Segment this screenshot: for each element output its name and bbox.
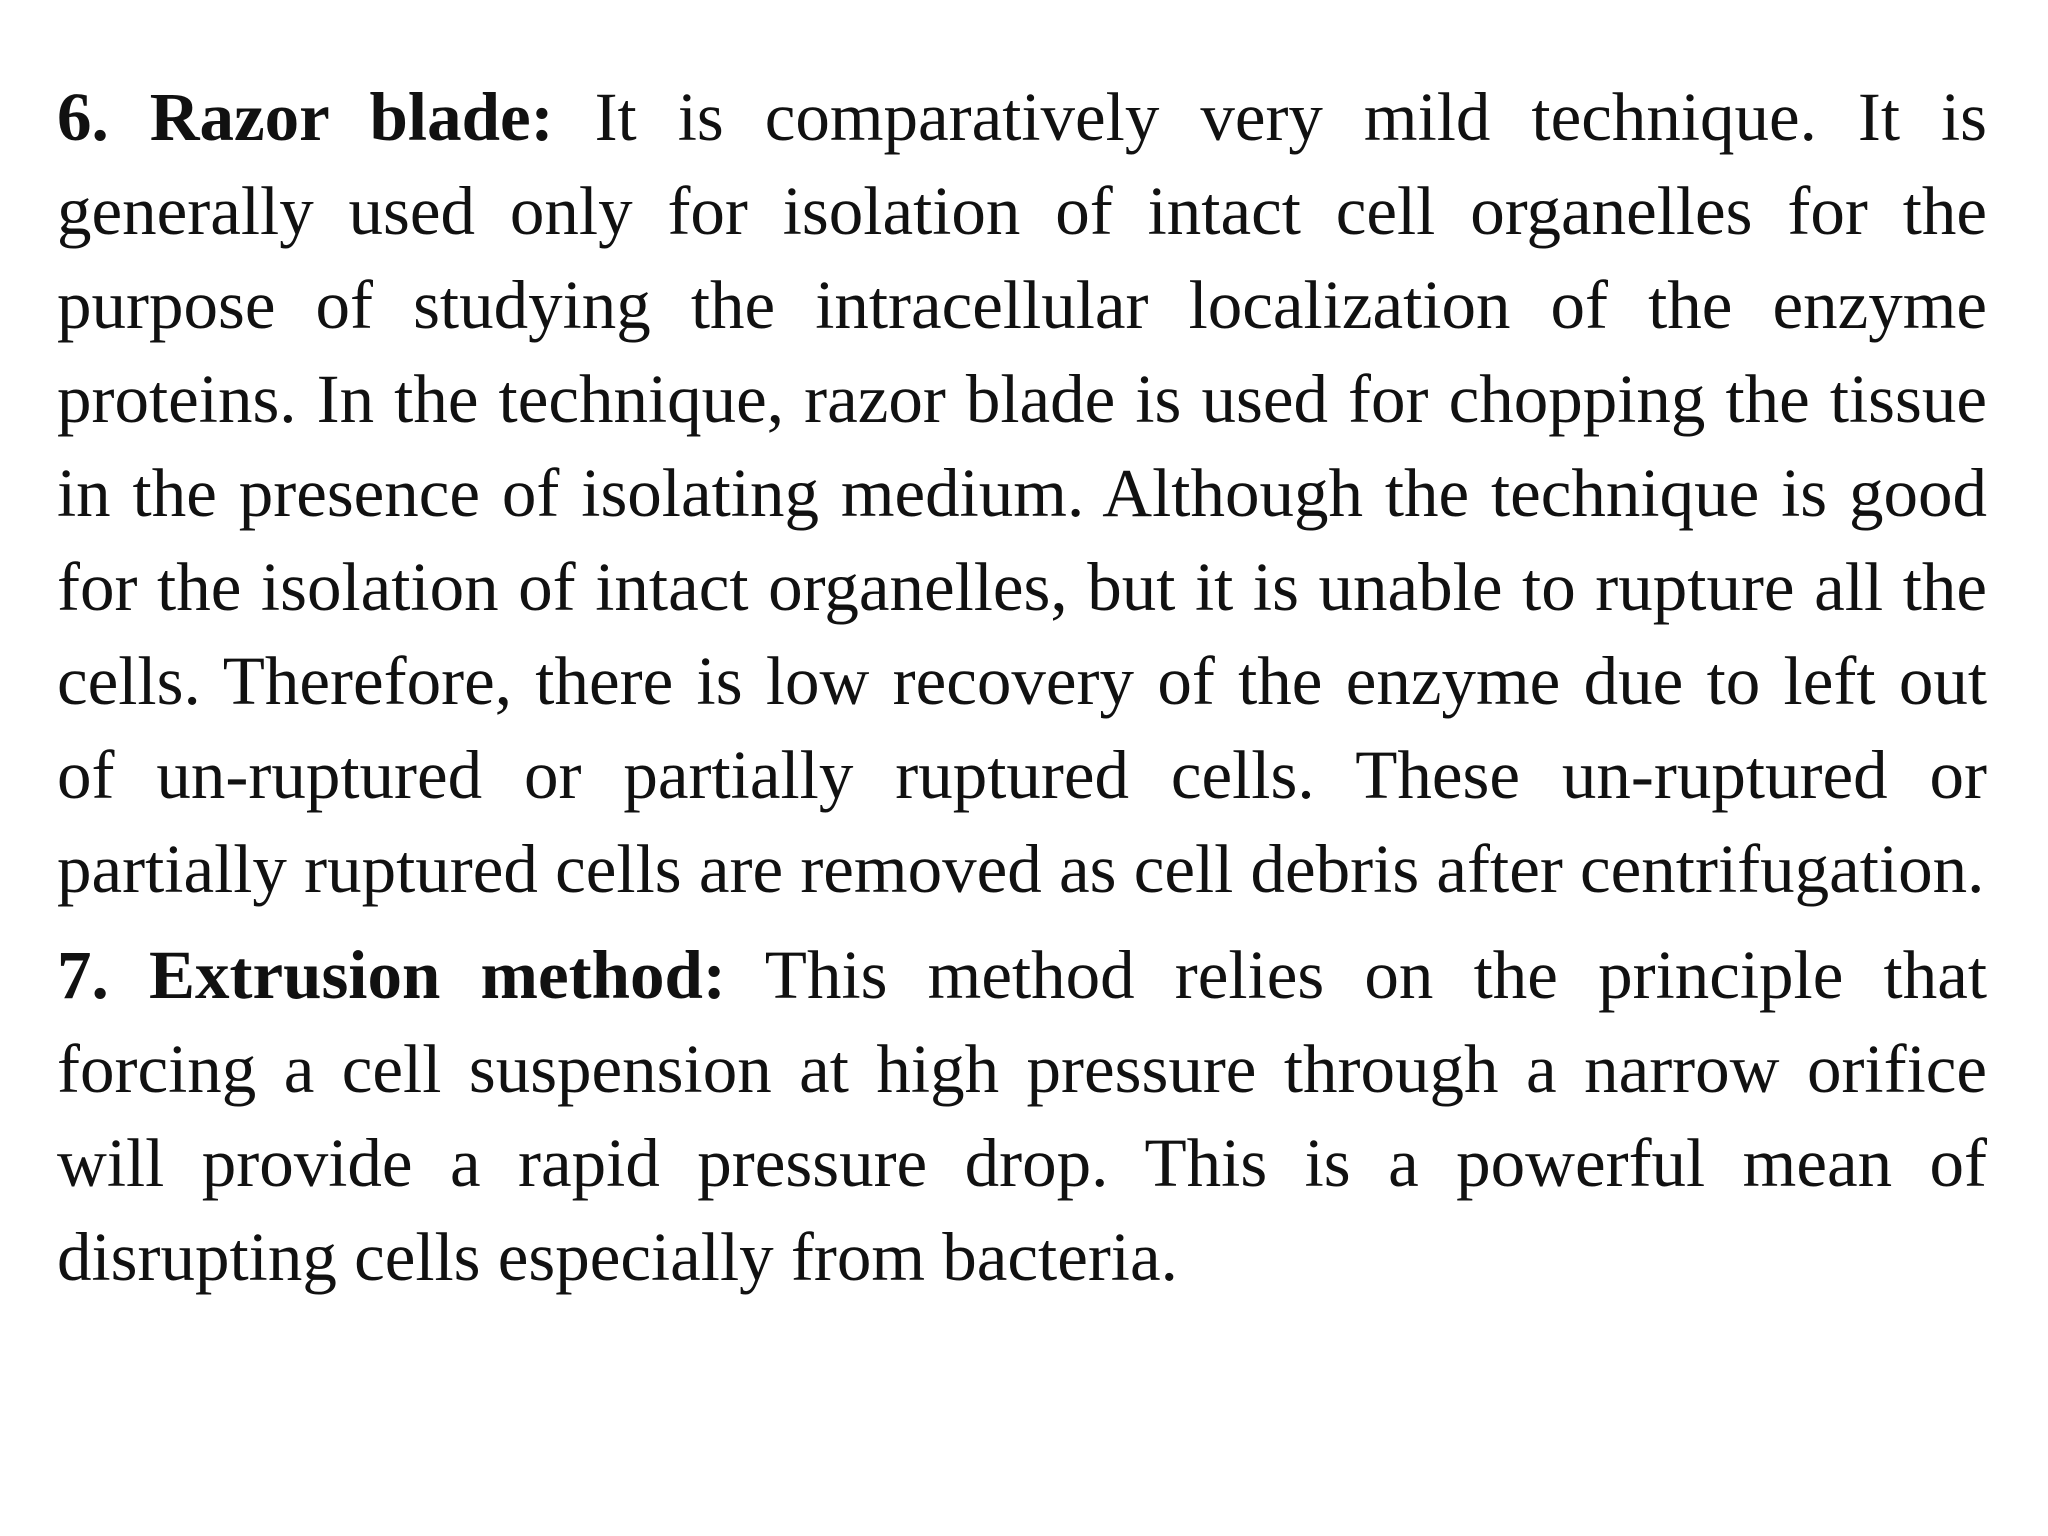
section-heading: 6. Razor blade: bbox=[57, 79, 554, 155]
section-body: This method relies on the principle that forcing a cell suspension at high pressure through a narrow orifice will provide a rapid pressure drop. This is a powerful mean of disrupting cells especially from bacteria. bbox=[57, 937, 1987, 1295]
section-razor-blade bbox=[57, 70, 1987, 916]
section-extrusion-method bbox=[57, 928, 1987, 1304]
section-heading: 7. Extrusion method: bbox=[57, 937, 726, 1013]
section-body: It is comparatively very mild technique. It is generally used only for isolation of intact cell organelles for the purpose of studying the intracellular localization of the enzyme proteins. In the technique, razor blade is used for chopping the tissue in the presence of isolating medium. Although the technique is good for the isolation of intact organelles, but it is unable to rupture all the cells. Therefore, there is low recovery of the enzyme due to left out of un-ruptured or partially ruptured cells. These un-ruptured or partially ruptured cells are removed as cell debris after centrifugation. bbox=[57, 79, 1988, 907]
document-page bbox=[57, 70, 1987, 1304]
